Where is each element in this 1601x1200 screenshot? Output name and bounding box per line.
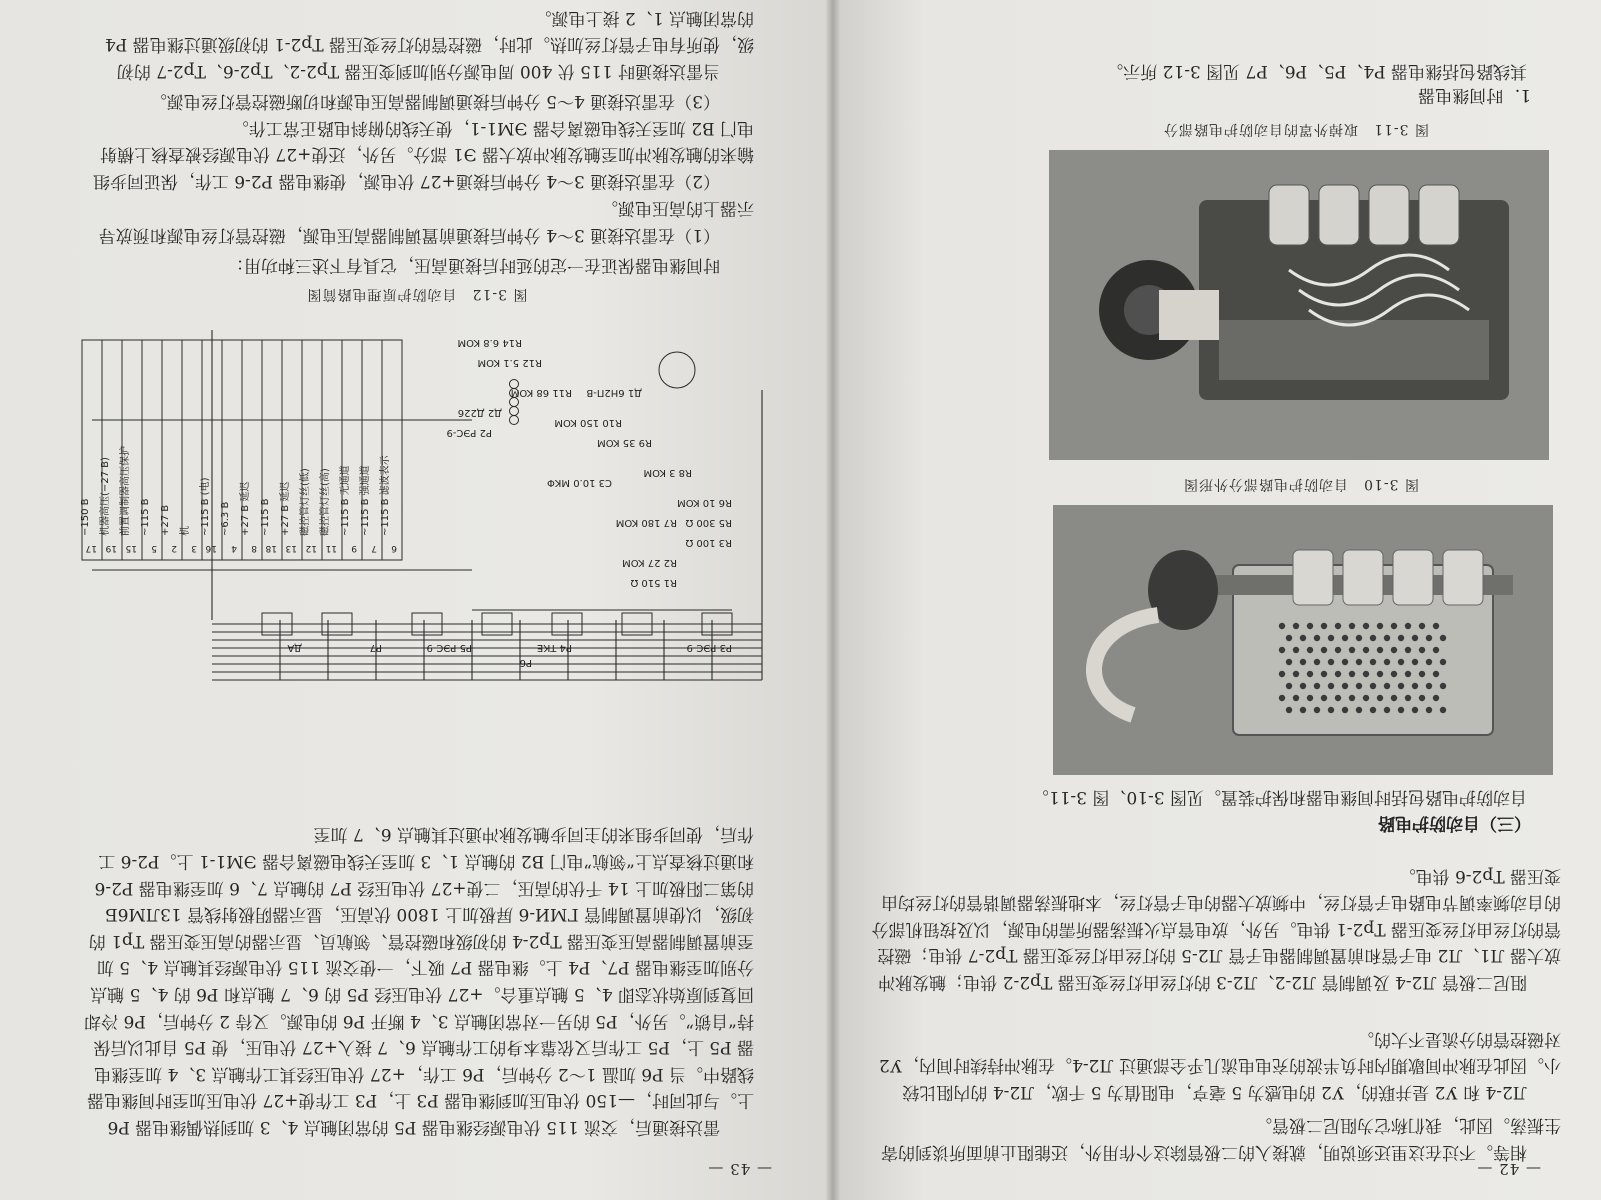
terminal-pin: 6 bbox=[391, 543, 397, 553]
paragraph: 当雷达接通时 115 伏 400 周电源分别加到变压器 Tp2-2、Tp2-6、Tp2-7 的初级，使所有电子管灯丝加热。此时，磁控管的灯丝变压器 Tp2-1 的初级通过继电器 P4 的常闭触点 1、2 接上电源。 bbox=[104, 7, 754, 81]
terminal-label: ~115 B 无通道 bbox=[340, 465, 351, 536]
paragraph: 其线路包括继电器 P4、P5、P6、P7 见图 3-12 所示。 bbox=[1106, 61, 1527, 81]
terminal-pin: 18 bbox=[265, 543, 277, 553]
subsection-heading: 1．时间继电器 bbox=[1418, 85, 1531, 105]
terminal-pin: 19 bbox=[105, 543, 117, 553]
list-item: （2）在雷达接通 3～4 分钟后接通+27 伏电源，使继电器 P2-6 工作，保证同步组输来的触发脉冲加至触发脉冲放大器 Э1 部分。另外，还使+27 伏电源经被查核上横射电门 B2 加至天线电磁离合器 ЭМ1-1，使天线的俯斜电路正常工作。 bbox=[92, 117, 754, 191]
device-photo-open bbox=[1049, 150, 1549, 460]
component-label: R3 100 Ω bbox=[685, 537, 732, 548]
component-label: C3 10.0 MKΦ bbox=[546, 477, 612, 488]
terminal-label: +27 B bbox=[160, 504, 171, 536]
terminal-label: 磁控管灯丝(低) bbox=[300, 468, 311, 536]
paragraph: 自动防护电路包括时间继电器和保护装置。见图 3-10、图 3-11。 bbox=[1031, 787, 1527, 807]
paragraph: 时间继电器保证在一定的延时后接通高压，它具有下述三种功用： bbox=[227, 255, 720, 275]
terminal-pin: 3 bbox=[191, 543, 197, 553]
paragraph: 阻尼二极管 Л2-4 及调制管 Л2-2、Л2-3 的灯丝由灯丝变压器 Tp2-2 供电；触发脉冲放大器 Л1、Л2 电子管和前置调制器电子管 Л2-5 的灯丝由灯丝变压器 Tp2-7 供电；磁控管的灯丝由灯丝变压器 Tp2-1 供电。另外，放电管点火振荡器所需的电源，以及按钮机部分的自动频率调节电路电子管灯丝，中频放大器的电子管灯丝，本地振荡器调谐管的灯丝均由变压器 Tp2-6 供电。 bbox=[871, 865, 1561, 992]
page-number: — 43 — bbox=[707, 1160, 772, 1178]
component-label: R2 27 KOM bbox=[622, 557, 677, 568]
vacuum-tube-symbol bbox=[659, 352, 695, 388]
component-label: R5 300 Ω bbox=[685, 517, 732, 528]
device-photo-enclosed bbox=[1053, 505, 1553, 775]
component-label: R6 10 KOM bbox=[677, 497, 732, 508]
component-label: R10 150 KOM bbox=[554, 417, 622, 428]
component-label: P5 РЭС-9 bbox=[426, 642, 472, 653]
component-label: P7 bbox=[369, 642, 382, 653]
terminal-label: ~115 B bbox=[140, 498, 151, 536]
terminal-label: 前置调制器高压保护 bbox=[120, 446, 131, 536]
component-label: Д1 6Н2П-В bbox=[586, 387, 642, 398]
component-label: R12 5.1 KOM bbox=[477, 357, 542, 368]
terminal-label: ~115 B 强通道 bbox=[360, 465, 371, 536]
list-item: （3）在雷达接通 4～5 分钟后接通调制器高压电源和切断磁控管灯丝电源。 bbox=[149, 91, 720, 111]
component-label: R7 180 KOM bbox=[615, 517, 677, 528]
component-label: P2 РЭС-9 bbox=[446, 427, 492, 438]
terminal-pin: 4 bbox=[231, 543, 237, 553]
terminal-pin: 2 bbox=[171, 543, 177, 553]
terminal-label: +27 B 延迟 bbox=[280, 481, 291, 536]
terminal-label: ~6.3 B bbox=[220, 501, 231, 536]
paragraph: Л2-4 和 У2 是并联的，У2 的电感为 5 毫亨，电阻值为 5 千欧，Л2-4 的内阻比较小。因此在脉冲间歇期内时负半波的充电电流几乎全部通过 Л2-4。在脉冲持续时间内，У2 对磁控管的分流是不大的。 bbox=[878, 1028, 1561, 1102]
terminal-label: −150 B bbox=[80, 498, 91, 536]
paragraph: 雷达接通后，交流 115 伏电源经继电器 P5 的常闭触点 4、3 加到热偶继电器 P6 上。与此同时，—150 伏电压加到继电器 P3 上，P3 工作使+27 伏电压加至时间继电器线路中。当 P6 加温 1～2 分钟后，P6 工作，+27 伏电压经其工作触点 3、4 加至继电器 P5 上，P5 工作后又依靠本身的工作触点 6、7 接入+27 伏电压，使 P5 自此以后保持“自锁”。另外，P5 的另一对常闭触点 3、4 断开 P6 的电源。又待 2 分钟后，P6 冷却回复到原始状态即 4、5 触点重合。+27 伏电压经 P5 的 6、7 触点和 P6 的 4、5 触点分别加至继电器 P7、P4 上。继电器 P7 吸下，一使交流 115 伏电源经其触点 4、5 加至前置调制器高压变压器 Tp2-4 的初级和磁控管、领航员、显示器的高压变压器 Tp1 的初级，以使前置调制管 ГМИ-6 屏极加上 1800 伏高压，显示器阴极射线管 13ЛМ6Б 的第二阳极加上 14 千伏的高压，二使+27 伏电压经 P7 的触点 7、6 加至继电器 P2-6 和通过核查点上“领航”电门 B2 的触点 1、3 加至天线电磁离合器 ЭМ1-1 上。P2-6 工作后，使同步组来的主同步触发脉冲通过其触点 6、7 加至 bbox=[84, 824, 754, 1137]
terminal-pin: 12 bbox=[305, 543, 317, 553]
component-label: R1 510 Ω bbox=[630, 577, 677, 588]
terminal-label: ~115 B (电) bbox=[200, 477, 211, 536]
terminal-label: ~115 B 滤波表示 bbox=[380, 455, 391, 536]
terminal-label: 机器高压(−27 B) bbox=[100, 457, 111, 536]
section-heading: （三）自动防护电路 bbox=[1378, 813, 1531, 833]
paragraph: 相等。不过在这里还须说明，就接入的二极管除这个作用外，还能阻止前面所谈到的寄生振荡。因此，我们称它为阻尼二极管。 bbox=[881, 1115, 1561, 1162]
component-label: R9 35 KOM bbox=[597, 437, 652, 448]
component-label: ДА bbox=[287, 642, 302, 653]
terminal-pin: 17 bbox=[85, 543, 97, 553]
component-label: P6 bbox=[519, 657, 532, 668]
right-page-content bbox=[832, 0, 1601, 1200]
circuit-schematic bbox=[82, 320, 772, 720]
terminal-label: 磁控管灯丝(高) bbox=[320, 468, 331, 536]
terminal-pin: 7 bbox=[371, 543, 377, 553]
terminal-pin: 9 bbox=[351, 543, 357, 553]
terminal-pin: 15 bbox=[125, 543, 137, 553]
terminal-pin: 16 bbox=[205, 543, 217, 553]
list-item: （1）在雷达接通 3～4 分钟后接通前置调制器高压电源，磁控管灯丝电源和预放导示器上的高压电源。 bbox=[98, 198, 754, 245]
component-label: R8 3 KOM bbox=[643, 467, 692, 478]
device-photo-drawing bbox=[1053, 505, 1553, 775]
terminal-pin: 13 bbox=[285, 543, 297, 553]
right-page bbox=[832, 0, 1601, 1200]
book-spine bbox=[826, 0, 840, 1200]
figure-caption: 图 3-11 取掉外罩的自动防护电路部分 bbox=[1163, 121, 1429, 137]
component-label: R14 6.8 KOM bbox=[457, 337, 522, 348]
terminal-pin: 11 bbox=[325, 543, 337, 553]
component-label: Д2 Д226 bbox=[457, 407, 502, 418]
terminal-pin: 5 bbox=[151, 543, 157, 553]
terminal-label: +27 B 延迟 bbox=[240, 481, 251, 536]
terminal-pin: 8 bbox=[251, 543, 257, 553]
device-photo-open-drawing bbox=[1049, 150, 1549, 460]
component-label: P4 ТКЕ bbox=[536, 642, 572, 653]
terminal-label: ~115 B bbox=[260, 498, 271, 536]
component-label: P3 РЭС-9 bbox=[686, 642, 732, 653]
figure-caption: 图 3-10 自动防护电路部分外形图 bbox=[1183, 476, 1419, 492]
terminal-label: 机 bbox=[180, 526, 191, 536]
page-number: — 42 — bbox=[1476, 1160, 1541, 1178]
component-label: R11 68 KOM bbox=[510, 387, 572, 398]
figure-caption: 图 3-12 自动防护原理电路简图 bbox=[306, 286, 528, 302]
